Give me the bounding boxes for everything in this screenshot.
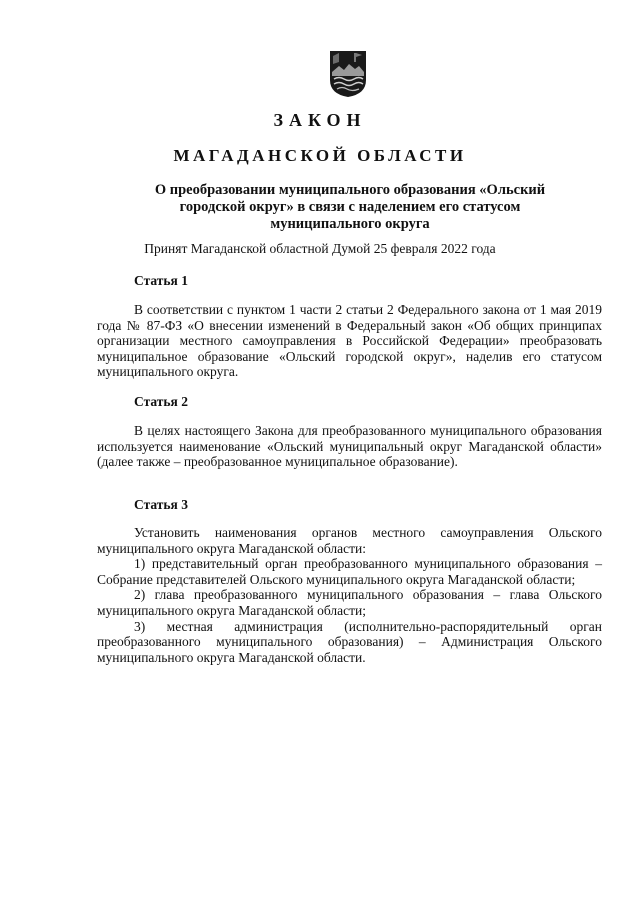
article-3-item-1: 1) представительный орган преобразованного муниципального образования – Собрание представителей Ольского муниципального округа Магаданской области; bbox=[97, 556, 602, 587]
article-3-heading: Статья 3 bbox=[134, 497, 188, 512]
document-type: ЗАКОН bbox=[273, 110, 367, 130]
article-2-body bbox=[97, 423, 602, 470]
magadan-coat-of-arms-icon bbox=[329, 50, 367, 98]
article-2-heading: Статья 2 bbox=[134, 394, 188, 409]
article-3-item-2: 2) глава преобразованного муниципального образования – глава Ольского муниципального округа Магаданской области; bbox=[97, 587, 602, 618]
adoption-note: Принят Магаданской областной Думой 25 февраля 2022 года bbox=[144, 241, 496, 256]
law-title: О преобразовании муниципального образования «Ольский городской округ» в связи с наделением его статусом муниципального округа bbox=[154, 182, 546, 232]
article-1-heading: Статья 1 bbox=[134, 273, 188, 288]
article-1-paragraph: В соответствии с пунктом 1 части 2 статьи 2 Федерального закона от 1 мая 2019 года № 87-ФЗ «О внесении изменений в Федеральный закон «Об общих принципах организации местного самоуправления в Российской Федерации» преобразовать муниципальное образование «Ольский городской округ», наделив его статусом муниципального округа. bbox=[97, 302, 602, 380]
region-name: МАГАДАНСКОЙ ОБЛАСТИ bbox=[173, 146, 467, 165]
article-1-body bbox=[97, 302, 602, 380]
article-2-paragraph: В целях настоящего Закона для преобразованного муниципального образования используется наименование «Ольский муниципальный округ Магаданской области» (далее также – преобразованное муниципальное образование). bbox=[97, 423, 602, 470]
article-3-body bbox=[97, 525, 602, 665]
article-3-intro: Установить наименования органов местного самоуправления Ольского муниципального округа Магаданской области: bbox=[97, 525, 602, 556]
article-3-item-3: 3) местная администрация (исполнительно-распорядительный орган преобразованного муниципального образования) – Администрация Ольского муниципального округа Магаданской области. bbox=[97, 618, 602, 665]
